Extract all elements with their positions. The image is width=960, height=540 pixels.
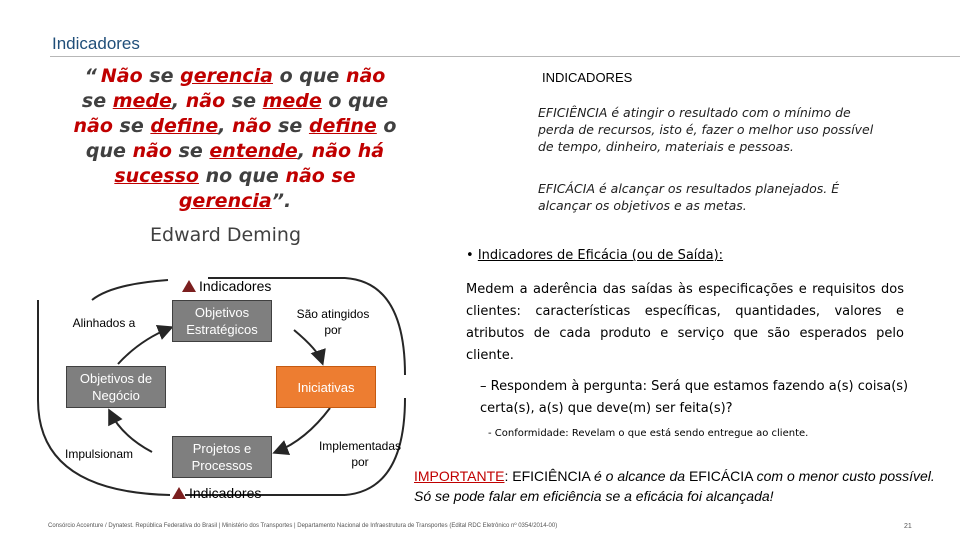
- quote-word: ,: [297, 140, 306, 162]
- quote-word: mede: [112, 90, 172, 112]
- page-title: Indicadores: [52, 34, 140, 53]
- question-text: Respondem à pergunta: Será que estamos fazendo a(s) coisa(s) certa(s), a(s) que deve(m) ser feita(s)?: [480, 379, 909, 416]
- iniciativas-box: Iniciativas: [276, 366, 376, 408]
- quote-word: o que: [85, 115, 397, 162]
- quote-word: o que: [328, 90, 389, 112]
- quote-word: não: [232, 115, 272, 137]
- implementadas-label: Implementadas por: [318, 439, 402, 469]
- quote-word: ,: [218, 115, 226, 137]
- quote-word: não: [311, 140, 352, 162]
- quote-word: o que: [279, 65, 340, 87]
- quote-word: não: [345, 65, 386, 87]
- effectiveness-title: Indicadores de Eficácia (ou de Saída):: [477, 248, 724, 263]
- quote-word: mede: [262, 90, 322, 112]
- objetivos-estrategicos-box: Objetivos Estratégicos: [172, 300, 272, 342]
- bottom-indicadores-label: [172, 485, 261, 501]
- quote-word: gerencia: [180, 65, 273, 87]
- conformity-note: - Conformidade: Revelam o que está sendo entregue ao cliente.: [488, 428, 809, 439]
- quote-word: não: [73, 115, 113, 137]
- objetivos-negocio-box: Objetivos de Negócio: [66, 366, 166, 408]
- triangle-icon: [182, 280, 196, 292]
- definitions-heading: INDICADORES: [542, 70, 633, 85]
- page-number: 21: [904, 523, 912, 530]
- top-indicadores-label: [182, 278, 271, 294]
- important-eficacia: EFICÁCIA: [688, 468, 753, 484]
- quote-close-mark: ”.: [271, 190, 292, 212]
- quote-word: se: [331, 165, 356, 187]
- quote-word: não: [185, 90, 226, 112]
- quote-word: se: [149, 65, 174, 87]
- quote-word: no que: [205, 165, 279, 187]
- important-tail: com o menor custo possível. Só se pode falar em eficiência se a eficácia foi alcançada!: [414, 468, 935, 504]
- quote-word: não: [132, 140, 172, 162]
- quote-word: se: [81, 90, 107, 112]
- quote-word: há: [357, 140, 385, 162]
- dash-mark: –: [480, 379, 487, 394]
- triangle-icon: [172, 487, 186, 499]
- indicadores-text: Indicadores: [189, 485, 262, 501]
- quote-word: se: [231, 90, 256, 112]
- quote-word: sucesso: [114, 165, 199, 187]
- flow-arrow-alinhados: [118, 328, 170, 364]
- quote-word: Não: [100, 65, 143, 87]
- bullet-mark: •: [466, 248, 474, 263]
- important-mid: é o alcance da: [593, 468, 686, 484]
- alinhados-label: Alinhados a: [72, 316, 136, 330]
- quote-word: define: [150, 115, 219, 137]
- eficacia-definition: EFICÁCIA é alcançar os resultados planejados. É alcançar os objetivos e as metas.: [538, 181, 840, 213]
- quote-word: se: [278, 115, 303, 137]
- important-eficiencia: EFICIÊNCIA: [512, 468, 591, 484]
- projetos-processos-box: Projetos e Processos: [172, 436, 272, 478]
- quote-open-mark: “: [84, 65, 97, 87]
- quote-word: ,: [171, 90, 180, 112]
- quote-word: se: [178, 140, 203, 162]
- quote-word: se: [119, 115, 144, 137]
- effectiveness-paragraph: Medem a aderência das saídas às especificações e requisitos dos clientes: características específicas, quantidades, valores e atributos de cada produto e serviço que são esperados pelo cliente.: [466, 282, 904, 363]
- atingidos-label: São atingidos por: [296, 307, 370, 337]
- cycle-arrow-top-left: [92, 280, 168, 300]
- quote-word: define: [308, 115, 377, 137]
- impulsionam-label: Impulsionam: [64, 447, 134, 461]
- footer-text: Consórcio Accenture / Dynatest. República Federativa do Brasil | Ministério dos Transportes | Departamento Nacional de Infraestrutura de Transportes (Edital RDC Eletrônico nº 0354/2014-00): [48, 523, 558, 529]
- important-colon: :: [504, 468, 509, 484]
- indicadores-text: Indicadores: [199, 278, 272, 294]
- quote-author: Edward Deming: [150, 224, 302, 246]
- eficiencia-definition: EFICIÊNCIA é atingir o resultado com o mínimo de perda de recursos, isto é, fazer o melhor uso possível de tempo, dinheiro, materiais e pessoas.: [538, 105, 874, 154]
- quote-word: entende: [209, 140, 298, 162]
- quote-word: gerencia: [178, 190, 272, 212]
- quote-word: não: [285, 165, 325, 187]
- important-label: IMPORTANTE: [414, 468, 505, 484]
